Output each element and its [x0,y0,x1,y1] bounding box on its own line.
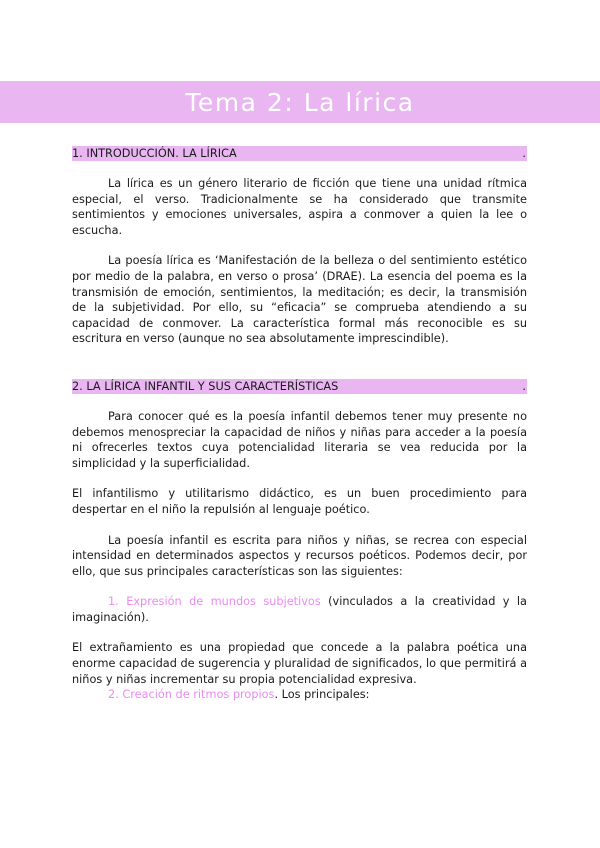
paragraph: El infantilismo y utilitarismo didáctico, es un buen procedimiento para despertar en el niño la repulsión al lenguaje poético. [72,487,527,516]
paragraph: La poesía lírica es ‘Manifestación de la belleza o del sentimiento estético por medio de la palabra, en verso o prosa’ (DRAE). La esencia del poema es la transmisión de emoción, sentimientos, la meditación; es decir, la transmisión de la subjetividad. Por ello, su “eficacia” se comprueba atendiendo a su capacidad de conmover. La característica formal más reconocible es su escritura en verso (aunque no sea absolutamente imprescindible). [72,254,527,346]
section-heading-introduccion [72,146,527,161]
paragraph: La lírica es un género literario de ficción que tiene una unidad rítmica especial, el verso. Tradicionalmente se ha considerado que transmite sentimientos y emociones universales, aspira a conmover a quien la lee o escucha. [72,177,527,237]
section-heading-end: . [522,379,526,393]
list-item-label: 2. Creación de ritmos propios [108,688,275,702]
paragraph: La poesía infantil es escrita para niños y niñas, se recrea con especial intensidad en determinados aspectos y recursos poéticos. Podemos decir, por ello, que sus principales características son las siguientes: [72,533,527,578]
paragraph: Para conocer qué es la poesía infantil debemos tener muy presente no debemos menospreciar la capacidad de niños y niñas para acceder a la poesía ni ofrecerles textos cuya potencialidad literaria se vea reducida por la simplicidad y la superficialidad. [72,409,527,470]
section-heading-text: 1. INTRODUCCIÓN. LA LÍRICA [72,147,237,160]
section-heading-text: 2. LA LÍRICA INFANTIL Y SUS CARACTERÍSTICAS [72,379,339,393]
list-item-text: (vinculados a la creatividad y la imaginación). [72,595,527,624]
section-heading-lirica-infantil [72,379,527,394]
list-item-ritmos [72,687,527,703]
document-body [72,146,527,703]
list-item-text: . Los principales: [274,688,370,702]
list-item-expresion [72,594,527,625]
page-title: Tema 2: La lírica [185,87,415,117]
list-item-label: 1. Expresión de mundos subjetivos [108,595,321,609]
section-heading-end: . [522,147,526,160]
paragraph: El extrañamiento es una propiedad que concede a la palabra poética una enorme capacidad de sugerencia y pluralidad de significados, lo que permitirá a niños y niñas incrementar su propia potencialidad expresiva. [72,641,527,686]
title-banner [0,81,600,123]
